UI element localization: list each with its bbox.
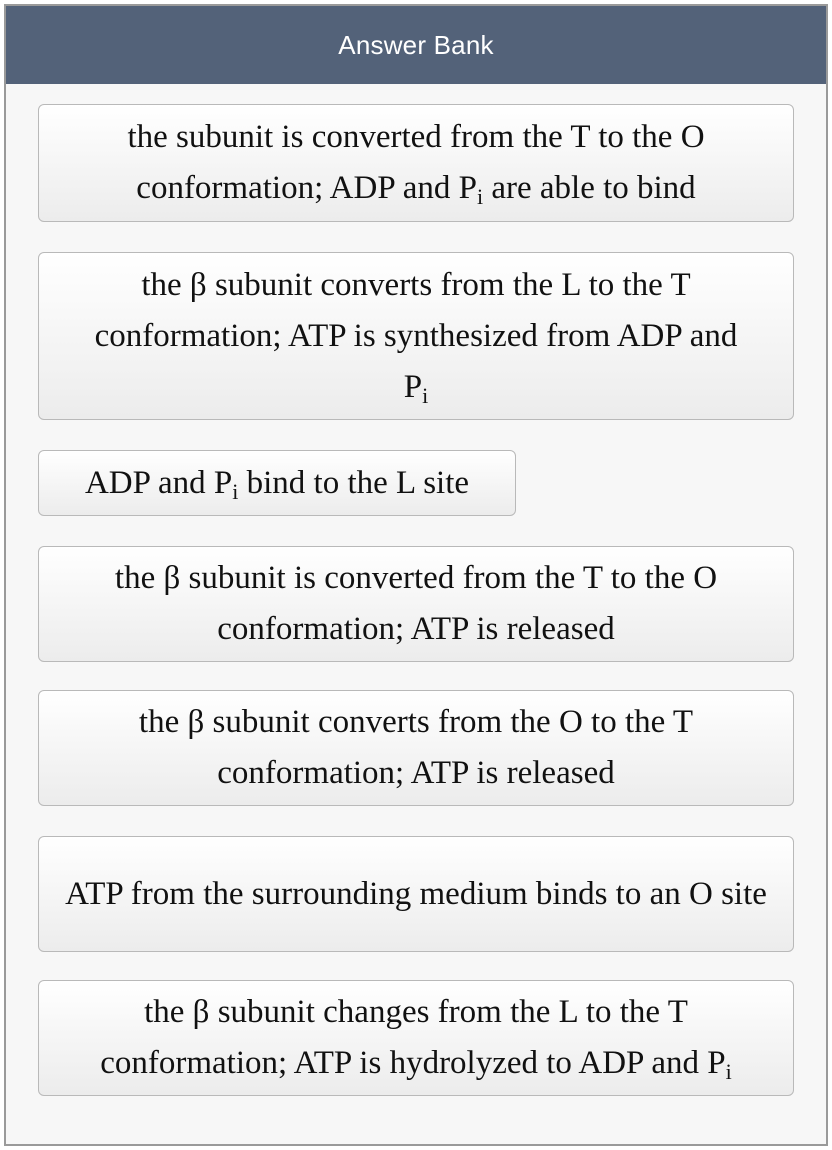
answer-card-text: the β subunit converts from the L to the T conformation; ATP is synthesized from ADP and $P_i$ — [94, 266, 738, 408]
answer-card-l-to-t-atp-synthesized[interactable] — [38, 252, 794, 420]
answer-card-o-to-t-atp-released[interactable] — [38, 690, 794, 806]
answer-card-text: the β subunit converts from the O to the T conformation; ATP is released — [138, 704, 694, 791]
answer-card-text: the β subunit changes from the L to the T conformation; ATP is hydrolyzed to ADP and $P_i$ — [100, 994, 732, 1084]
answer-card-text: ADP and $P_i$ bind to the L site — [84, 464, 470, 504]
answer-card-l-to-t-atp-hydrolyzed[interactable] — [38, 980, 794, 1096]
answer-bank-panel — [4, 4, 828, 1146]
answer-bank-header — [6, 6, 826, 84]
answer-card-t-to-o-atp-released[interactable] — [38, 546, 794, 662]
answer-card-text: ATP from the surrounding medium binds to an O site — [65, 875, 767, 912]
answer-card-adp-bind-l-site[interactable] — [38, 450, 516, 516]
answer-card-atp-binds-o-site[interactable] — [38, 836, 794, 952]
answer-card-t-to-o-adp-bind[interactable] — [38, 104, 794, 222]
answer-card-text: the subunit is converted from the T to the O conformation; ADP and $P_i$ are able to bind — [127, 119, 705, 209]
answer-bank-title: Answer Bank — [338, 29, 494, 60]
answer-card-text: the β subunit is converted from the T to the O conformation; ATP is released — [114, 560, 718, 647]
